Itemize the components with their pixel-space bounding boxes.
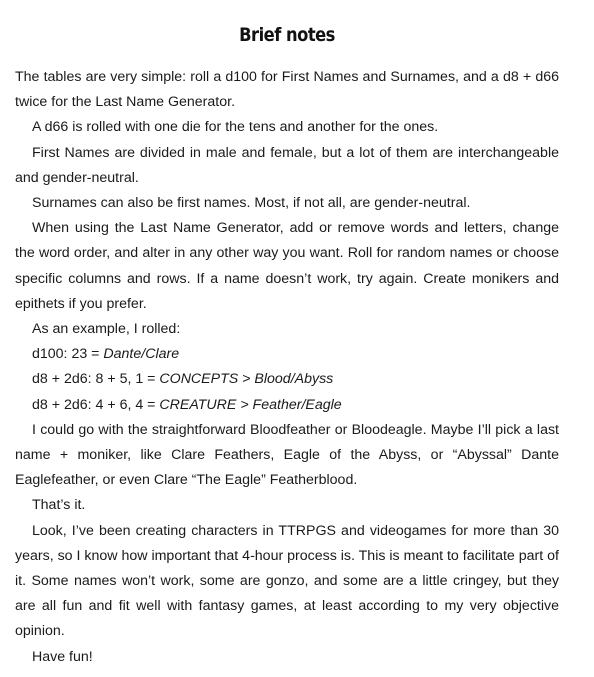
paragraph-example-intro: As an example, I rolled: (32, 321, 181, 338)
paragraph-intro: The tables are very simple: roll a d100 for First Names and Surnames, and a d8 + d66 twice for the Last Name Generator. (15, 69, 559, 111)
page-title: Brief notes (239, 24, 335, 46)
paragraph-have-fun: Have fun! (32, 648, 93, 665)
paragraph-d66: A d66 is rolled with one die for the tens and another for the ones. (32, 119, 439, 136)
roll-2-prefix: d8 + 2d6: 8 + 5, 1 = (32, 371, 160, 388)
body-text (15, 65, 559, 670)
paragraph-closing: Look, I’ve been creating characters in TTRPGS and videogames for more than 30 years, so I know how important that 4-hour process is. This is meant to facilitate part of it. Some names won’t work, some are gonzo, and some are a little cringey, but they are all fun and fit well with fantasy games, at least according to my very objective opinion. (15, 522, 559, 640)
roll-3-result: CREATURE > Feather/Eagle (159, 396, 342, 413)
roll-2-result: CONCEPTS > Blood/Abyss (159, 371, 334, 388)
roll-line-3 (15, 393, 559, 418)
paragraph-name-choices: I could go with the straightforward Bloodfeather or Bloodeagle. Maybe I’ll pick a last name + moniker, like Clare Feathers, Eagle of the Abyss, or “Abyssal” Dante Eaglefeather, or even Clare “The Eagle” Featherblood. (15, 421, 559, 489)
roll-3-prefix: d8 + 2d6: 4 + 6, 4 = (32, 396, 160, 413)
roll-line-2 (15, 367, 559, 392)
paragraph-surnames: Surnames can also be first names. Most, if not all, are gender-neutral. (32, 195, 471, 212)
roll-1-prefix: d100: 23 = (32, 346, 104, 363)
roll-line-1 (15, 342, 559, 367)
paragraph-thats-it: That’s it. (32, 497, 86, 514)
paragraph-first-names: First Names are divided in male and female, but a lot of them are interchangeable and gender-neutral. (15, 144, 559, 186)
roll-1-result: Dante/Clare (103, 346, 180, 363)
paragraph-generator: When using the Last Name Generator, add or remove words and letters, change the word order, and alter in any other way you want. Roll for random names or choose specific columns and rows. If a name doesn’t work, try again. Create monikers and epithets if you prefer. (15, 220, 559, 312)
